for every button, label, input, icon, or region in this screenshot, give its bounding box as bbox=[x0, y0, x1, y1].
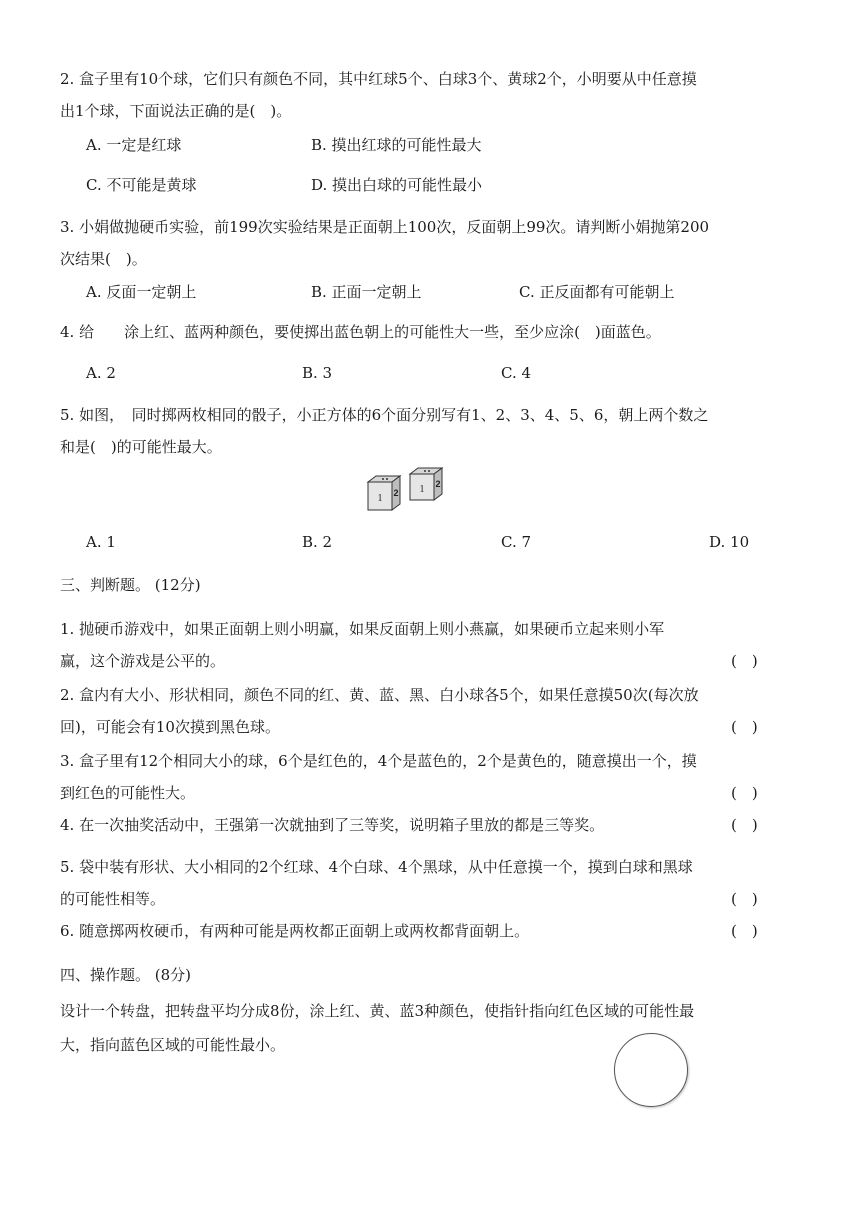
q2-option-d: D. 摸出白球的可能性最小 bbox=[311, 176, 483, 194]
judge-1-line-2: 赢，这个游戏是公平的。 bbox=[60, 652, 226, 670]
q3-option-c: C. 正反面都有可能朝上 bbox=[519, 283, 675, 301]
q3-option-b: B. 正面一定朝上 bbox=[311, 283, 422, 301]
question-5-line-1: 5. 如图， 同时掷两枚相同的骰子，小正方体的6个面分别写有1、2、3、4、5、6，朝上两个数之 bbox=[60, 406, 709, 424]
die-face-number: 1 bbox=[377, 493, 383, 504]
die-side-number: 2 bbox=[393, 488, 399, 498]
answer-parentheses: ( ) bbox=[731, 922, 758, 940]
section-4-heading: 四、操作题。 (8分) bbox=[60, 966, 192, 984]
q4-option-a: A. 2 bbox=[86, 364, 116, 382]
question-2-line-1: 2. 盒子里有10个球，它们只有颜色不同，其中红球5个、白球3个、黄球2个，小明要从中任意摸 bbox=[60, 70, 697, 88]
judge-5-line-2: 的可能性相等。 bbox=[60, 890, 166, 908]
question-2-line-2: 出1个球，下面说法正确的是( )。 bbox=[60, 102, 292, 120]
q5-option-c: C. 7 bbox=[501, 533, 532, 551]
q2-option-c: C. 不可能是黄球 bbox=[86, 176, 197, 194]
judge-5-line-1: 5. 袋中装有形状、大小相同的2个红球、4个白球、4个黑球，从中任意摸一个，摸到白球和黑球 bbox=[60, 858, 693, 876]
judge-2-line-1: 2. 盒内有大小、形状相同，颜色不同的红、黄、蓝、黑、白小球各5个，如果任意摸50次(每次放 bbox=[60, 686, 699, 704]
section-3-heading: 三、判断题。 (12分) bbox=[60, 576, 201, 594]
judge-3-line-2: 到红色的可能性大。 bbox=[60, 784, 196, 802]
question-5-line-2: 和是( )的可能性最大。 bbox=[60, 438, 222, 456]
question-3-line-2: 次结果( )。 bbox=[60, 250, 147, 268]
judge-2-line-2: 回)，可能会有10次摸到黑色球。 bbox=[60, 718, 280, 736]
answer-parentheses: ( ) bbox=[731, 816, 758, 834]
question-4-line-1: 4. 给 涂上红、蓝两种颜色，要使掷出蓝色朝上的可能性大一些，至少应涂( )面蓝色。 bbox=[60, 323, 661, 341]
answer-parentheses: ( ) bbox=[731, 718, 758, 736]
judge-6-line-1: 6. 随意掷两枚硬币，有两种可能是两枚都正面朝上或两枚都背面朝上。 bbox=[60, 922, 530, 940]
answer-parentheses: ( ) bbox=[731, 784, 758, 802]
q2-option-a: A. 一定是红球 bbox=[86, 136, 182, 154]
die-side-number: 2 bbox=[435, 479, 441, 489]
q3-option-a: A. 反面一定朝上 bbox=[86, 283, 197, 301]
judge-4-line-1: 4. 在一次抽奖活动中，王强第一次就抽到了三等奖，说明箱子里放的都是三等奖。 bbox=[60, 816, 605, 834]
judge-1-line-1: 1. 抛硬币游戏中，如果正面朝上则小明赢，如果反面朝上则小燕赢，如果硬币立起来则小军 bbox=[60, 620, 665, 638]
die-face-number: 1 bbox=[419, 484, 425, 495]
q2-option-b: B. 摸出红球的可能性最大 bbox=[311, 136, 482, 154]
question-3-line-1: 3. 小娟做抛硬币实验，前199次实验结果是正面朝上100次，反面朝上99次。请判断小娟抛第200 bbox=[60, 218, 710, 236]
q5-option-b: B. 2 bbox=[302, 533, 333, 551]
die-icon bbox=[410, 468, 442, 500]
answer-parentheses: ( ) bbox=[731, 652, 758, 670]
judge-3-line-1: 3. 盒子里有12个相同大小的球，6个是红色的，4个是蓝色的，2个是黄色的，随意摸出一个，摸 bbox=[60, 752, 697, 770]
q4-option-c: C. 4 bbox=[501, 364, 532, 382]
q4-option-b: B. 3 bbox=[302, 364, 333, 382]
answer-parentheses: ( ) bbox=[731, 890, 758, 908]
operate-line-1: 设计一个转盘，把转盘平均分成8份，涂上红、黄、蓝3种颜色，使指针指向红色区域的可能性最 bbox=[60, 1002, 695, 1020]
q5-option-d: D. 10 bbox=[709, 533, 750, 551]
spinner-circle bbox=[614, 1033, 688, 1107]
die-icon bbox=[368, 476, 400, 510]
operate-line-2: 大，指向蓝色区域的可能性最小。 bbox=[60, 1036, 286, 1054]
q5-option-a: A. 1 bbox=[86, 533, 116, 551]
two-dice-figure bbox=[364, 464, 448, 516]
